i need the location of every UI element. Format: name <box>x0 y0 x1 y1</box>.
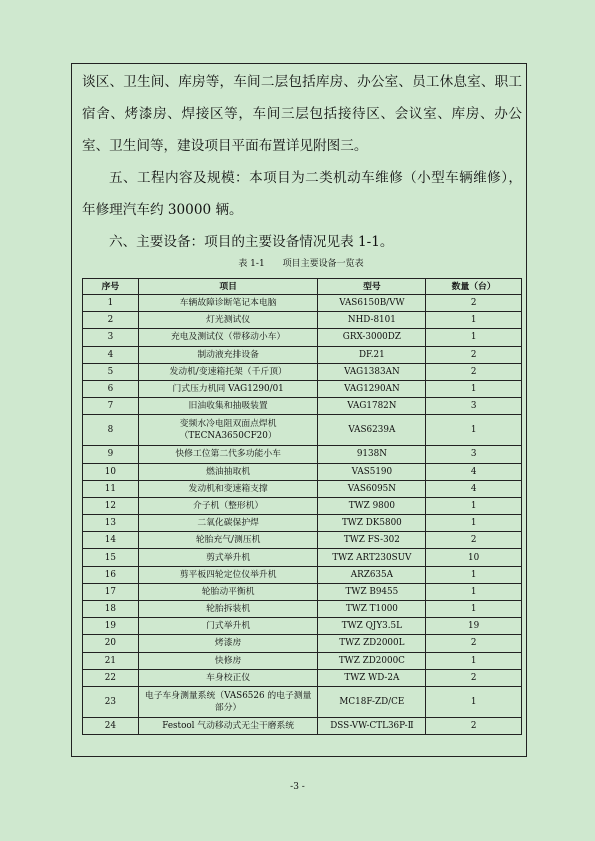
cell-model: TWZ ZD2000C <box>318 652 426 669</box>
cell-item: 车身校正仪 <box>138 669 318 686</box>
cell-model: VAS6239A <box>318 415 426 446</box>
table-row <box>83 346 522 363</box>
cell-serial: 15 <box>83 549 139 566</box>
cell-serial: 1 <box>83 295 139 312</box>
cell-item: Festool 气动移动式无尘干磨系统 <box>138 717 318 734</box>
cell-serial: 2 <box>83 312 139 329</box>
cell-quantity: 4 <box>426 480 522 497</box>
cell-quantity: 2 <box>426 669 522 686</box>
cell-quantity: 1 <box>426 515 522 532</box>
cell-quantity: 1 <box>426 380 522 397</box>
table-row <box>83 312 522 329</box>
cell-serial: 4 <box>83 346 139 363</box>
cell-item: 车辆故障诊断笔记本电脑 <box>138 295 318 312</box>
cell-quantity: 19 <box>426 618 522 635</box>
cell-item: 剪平板四轮定位仪举升机 <box>138 566 318 583</box>
cell-model: TWZ B9455 <box>318 583 426 600</box>
cell-serial: 24 <box>83 717 139 734</box>
table-row <box>83 363 522 380</box>
header-quantity: 数量（台） <box>426 279 522 295</box>
cell-quantity: 1 <box>426 415 522 446</box>
cell-serial: 14 <box>83 532 139 549</box>
cell-model: TWZ 9800 <box>318 497 426 514</box>
cell-item: 介子机（整形机） <box>138 497 318 514</box>
cell-model: VAS5190 <box>318 463 426 480</box>
table-row <box>83 329 522 346</box>
table-row <box>83 515 522 532</box>
cell-item: 制动液充排设备 <box>138 346 318 363</box>
cell-item: 二氧化碳保护焊 <box>138 515 318 532</box>
cell-model: TWZ ZD2000L <box>318 635 426 652</box>
cell-model: DSS-VW-CTL36P-Ⅱ <box>318 717 426 734</box>
table-row <box>83 398 522 415</box>
cell-item: 门式压力机同 VAG1290/01 <box>138 380 318 397</box>
cell-serial: 12 <box>83 497 139 514</box>
cell-model: TWZ T1000 <box>318 601 426 618</box>
cell-item: 充电及测试仪（带移动小车） <box>138 329 318 346</box>
cell-model: NHD-8101 <box>318 312 426 329</box>
cell-serial: 18 <box>83 601 139 618</box>
cell-serial: 6 <box>83 380 139 397</box>
cell-serial: 16 <box>83 566 139 583</box>
table-row <box>83 380 522 397</box>
cell-quantity: 1 <box>426 601 522 618</box>
cell-item: 灯光测试仪 <box>138 312 318 329</box>
cell-model: ARZ635A <box>318 566 426 583</box>
cell-model: GRX-3000DZ <box>318 329 426 346</box>
cell-model: VAG1383AN <box>318 363 426 380</box>
table-row <box>83 618 522 635</box>
cell-quantity: 1 <box>426 583 522 600</box>
cell-item: 电子车身测量系统（VAS6526 的电子测量部分） <box>138 686 318 717</box>
cell-item: 剪式举升机 <box>138 549 318 566</box>
cell-model: VAG1290AN <box>318 380 426 397</box>
cell-quantity: 1 <box>426 566 522 583</box>
cell-quantity: 2 <box>426 346 522 363</box>
cell-serial: 9 <box>83 446 139 463</box>
cell-item: 快修工位第二代多功能小车 <box>138 446 318 463</box>
cell-quantity: 3 <box>426 446 522 463</box>
cell-item: 发动机/变速箱托架（千斤顶） <box>138 363 318 380</box>
cell-serial: 7 <box>83 398 139 415</box>
header-model: 型号 <box>318 279 426 295</box>
table-row <box>83 717 522 734</box>
cell-model: DF.21 <box>318 346 426 363</box>
table-row <box>83 497 522 514</box>
cell-item: 旧油收集和抽吸装置 <box>138 398 318 415</box>
cell-item: 变频水冷电阻双面点焊机（TECNA3650CF20） <box>138 415 318 446</box>
paragraph-project-scope: 五、工程内容及规模：本项目为二类机动车维修（小型车辆维修），年修理汽车约 30000 辆。 <box>82 170 522 218</box>
cell-item: 烤漆房 <box>138 635 318 652</box>
cell-quantity: 3 <box>426 398 522 415</box>
cell-quantity: 1 <box>426 686 522 717</box>
table-row <box>83 635 522 652</box>
cell-item: 快修房 <box>138 652 318 669</box>
table-row <box>83 601 522 618</box>
table-row <box>83 446 522 463</box>
header-serial: 序号 <box>83 279 139 295</box>
page-number: -3 - <box>290 782 305 792</box>
cell-quantity: 1 <box>426 652 522 669</box>
cell-item: 发动机和变速箱支撑 <box>138 480 318 497</box>
cell-quantity: 2 <box>426 532 522 549</box>
paragraph-layout-description: 谈区、卫生间、库房等，车间二层包括库房、办公室、员工休息室、职工宿舍、烤漆房、焊接区等，车间三层包括接待区、会议室、库房、办公室、卫生间等，建设项目平面布置详见附图三。 <box>82 74 522 154</box>
cell-model: TWZ WD-2A <box>318 669 426 686</box>
cell-model: VAG1782N <box>318 398 426 415</box>
cell-serial: 21 <box>83 652 139 669</box>
cell-quantity: 2 <box>426 635 522 652</box>
table-caption: 表 1-1 项目主要设备一览表 <box>238 259 364 269</box>
cell-model: VAS6150B/VW <box>318 295 426 312</box>
cell-serial: 13 <box>83 515 139 532</box>
cell-serial: 19 <box>83 618 139 635</box>
cell-serial: 8 <box>83 415 139 446</box>
cell-quantity: 10 <box>426 549 522 566</box>
cell-item: 轮胎充气/测压机 <box>138 532 318 549</box>
cell-item: 门式举升机 <box>138 618 318 635</box>
table-row <box>83 652 522 669</box>
table-row <box>83 566 522 583</box>
cell-serial: 17 <box>83 583 139 600</box>
cell-model: 9138N <box>318 446 426 463</box>
cell-model: TWZ FS-302 <box>318 532 426 549</box>
paragraph-main-equipment: 六、主要设备：项目的主要设备情况见表 1-1。 <box>109 234 394 250</box>
table-row <box>83 415 522 446</box>
cell-serial: 3 <box>83 329 139 346</box>
cell-quantity: 2 <box>426 717 522 734</box>
cell-item: 轮胎拆装机 <box>138 601 318 618</box>
table-row <box>83 532 522 549</box>
cell-quantity: 1 <box>426 497 522 514</box>
cell-model: VAS6095N <box>318 480 426 497</box>
cell-quantity: 2 <box>426 295 522 312</box>
cell-model: TWZ QJY3.5L <box>318 618 426 635</box>
table-row <box>83 669 522 686</box>
table-row <box>83 463 522 480</box>
table-row <box>83 480 522 497</box>
cell-serial: 10 <box>83 463 139 480</box>
cell-model: TWZ DK5800 <box>318 515 426 532</box>
cell-item: 轮胎动平衡机 <box>138 583 318 600</box>
cell-serial: 11 <box>83 480 139 497</box>
cell-serial: 20 <box>83 635 139 652</box>
cell-serial: 23 <box>83 686 139 717</box>
cell-quantity: 1 <box>426 312 522 329</box>
cell-serial: 22 <box>83 669 139 686</box>
table-row <box>83 295 522 312</box>
cell-quantity: 4 <box>426 463 522 480</box>
header-item: 项目 <box>138 279 318 295</box>
cell-quantity: 1 <box>426 329 522 346</box>
equipment-table <box>82 278 522 735</box>
table-row <box>83 549 522 566</box>
cell-item: 燃油抽取机 <box>138 463 318 480</box>
cell-model: TWZ ART230SUV <box>318 549 426 566</box>
cell-quantity: 2 <box>426 363 522 380</box>
cell-model: MC18F-ZD/CE <box>318 686 426 717</box>
cell-serial: 5 <box>83 363 139 380</box>
table-row <box>83 583 522 600</box>
table-row <box>83 686 522 717</box>
table-header-row <box>83 279 522 295</box>
